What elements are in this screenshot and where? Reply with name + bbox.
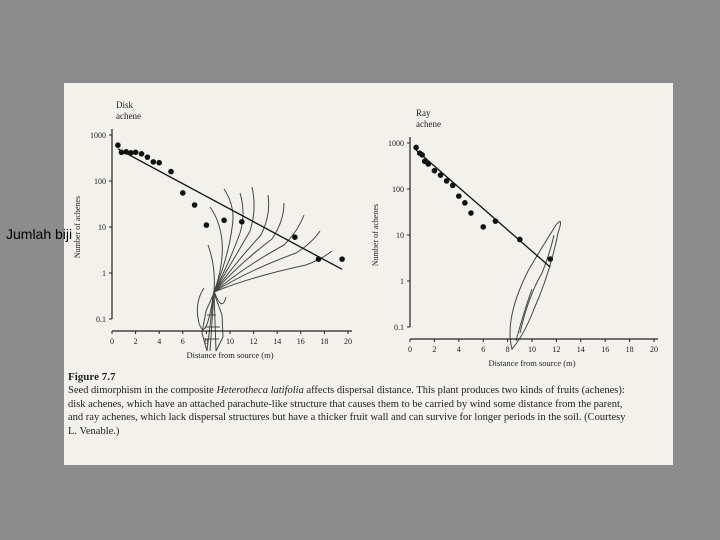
data-point — [493, 218, 499, 224]
data-point — [316, 256, 322, 262]
data-point — [456, 193, 462, 199]
chart-title-line2: achene — [416, 119, 441, 129]
x-axis-label: Distance from source (m) — [186, 350, 274, 360]
x-tick-label: 6 — [481, 345, 486, 354]
x-axis-label: Distance from source (m) — [488, 358, 576, 368]
data-point — [128, 150, 134, 156]
x-tick-label: 2 — [133, 337, 138, 346]
data-point — [517, 237, 523, 243]
y-axis-label: Number of achenes — [73, 195, 82, 259]
scanned-figure — [64, 83, 673, 465]
figure-number: Figure 7.7 — [68, 371, 116, 383]
x-tick-label: 0 — [110, 337, 114, 346]
y-tick-label: 100 — [94, 177, 106, 186]
data-point — [468, 210, 474, 216]
x-tick-label: 14 — [273, 337, 282, 346]
chart-title-line1: Ray — [416, 108, 431, 118]
data-point — [339, 256, 345, 262]
data-point — [548, 256, 554, 262]
x-tick-label: 20 — [650, 345, 658, 354]
x-tick-label: 10 — [226, 337, 234, 346]
x-tick-label: 18 — [625, 345, 634, 354]
y-tick-label: 0.1 — [96, 315, 106, 324]
data-point — [133, 150, 139, 156]
data-point — [115, 142, 121, 148]
x-tick-label: 16 — [296, 337, 305, 346]
ray-achene-chart — [371, 108, 658, 368]
y-tick-label: 1 — [102, 269, 106, 278]
data-point — [221, 217, 227, 223]
x-tick-label: 8 — [204, 337, 209, 346]
x-tick-label: 6 — [180, 337, 185, 346]
data-point — [204, 222, 210, 228]
chart-title-line1: Disk — [116, 100, 134, 110]
data-point — [139, 151, 145, 157]
y-tick-label: 100 — [392, 185, 404, 194]
x-tick-label: 18 — [320, 337, 329, 346]
x-tick-label: 14 — [576, 345, 585, 354]
data-point — [444, 178, 450, 184]
data-point — [432, 168, 438, 174]
data-point — [145, 154, 151, 160]
data-point — [123, 149, 129, 155]
data-point — [239, 219, 245, 225]
data-point — [438, 172, 444, 178]
data-point — [450, 183, 456, 189]
x-tick-label: 12 — [552, 345, 561, 354]
data-point — [192, 202, 198, 208]
y-tick-label: 0.1 — [394, 323, 404, 332]
data-point — [151, 159, 157, 165]
fit-line — [118, 149, 342, 270]
x-tick-label: 0 — [408, 345, 412, 354]
data-point — [419, 152, 425, 158]
y-axis-label: Number of achenes — [371, 203, 380, 267]
data-point — [413, 145, 419, 151]
caption-text-start: Seed dimorphism in the composite — [68, 385, 217, 397]
disk-achene-parachute-illustration — [197, 187, 332, 351]
caption-text-end: affects dispersal distance. This plant produces two kinds of fruits (achenes): disk achenes, which have an attached parachute-like structure that causes them to be carried by wind some distance from the parent, and ray achenes, which lack dispersal structures but have a thicker fruit wall and can survive for longer periods in the soil. (Courtesy L. Venable.) — [68, 385, 626, 437]
data-point — [180, 190, 186, 196]
slide-label: Jumlah biji — [6, 226, 73, 242]
x-tick-label: 16 — [601, 345, 610, 354]
data-point — [480, 224, 486, 230]
data-point — [168, 169, 174, 175]
data-point — [426, 161, 432, 167]
y-tick-label: 1 — [400, 277, 404, 286]
caption-species: Heterotheca latifolia — [216, 385, 304, 397]
chart-title-line2: achene — [116, 111, 141, 121]
y-tick-label: 10 — [98, 223, 106, 232]
y-tick-label: 1000 — [388, 139, 404, 148]
y-tick-label: 1000 — [90, 131, 106, 140]
fit-line — [416, 150, 550, 267]
x-tick-label: 10 — [528, 345, 536, 354]
x-tick-label: 4 — [157, 337, 162, 346]
x-tick-label: 2 — [432, 345, 437, 354]
figure-caption — [68, 371, 628, 438]
x-tick-label: 20 — [344, 337, 352, 346]
data-point — [156, 160, 162, 166]
data-point — [462, 200, 468, 206]
x-tick-label: 8 — [505, 345, 510, 354]
x-tick-label: 12 — [249, 337, 258, 346]
x-tick-label: 4 — [456, 345, 461, 354]
y-tick-label: 10 — [396, 231, 404, 240]
data-point — [292, 234, 298, 240]
